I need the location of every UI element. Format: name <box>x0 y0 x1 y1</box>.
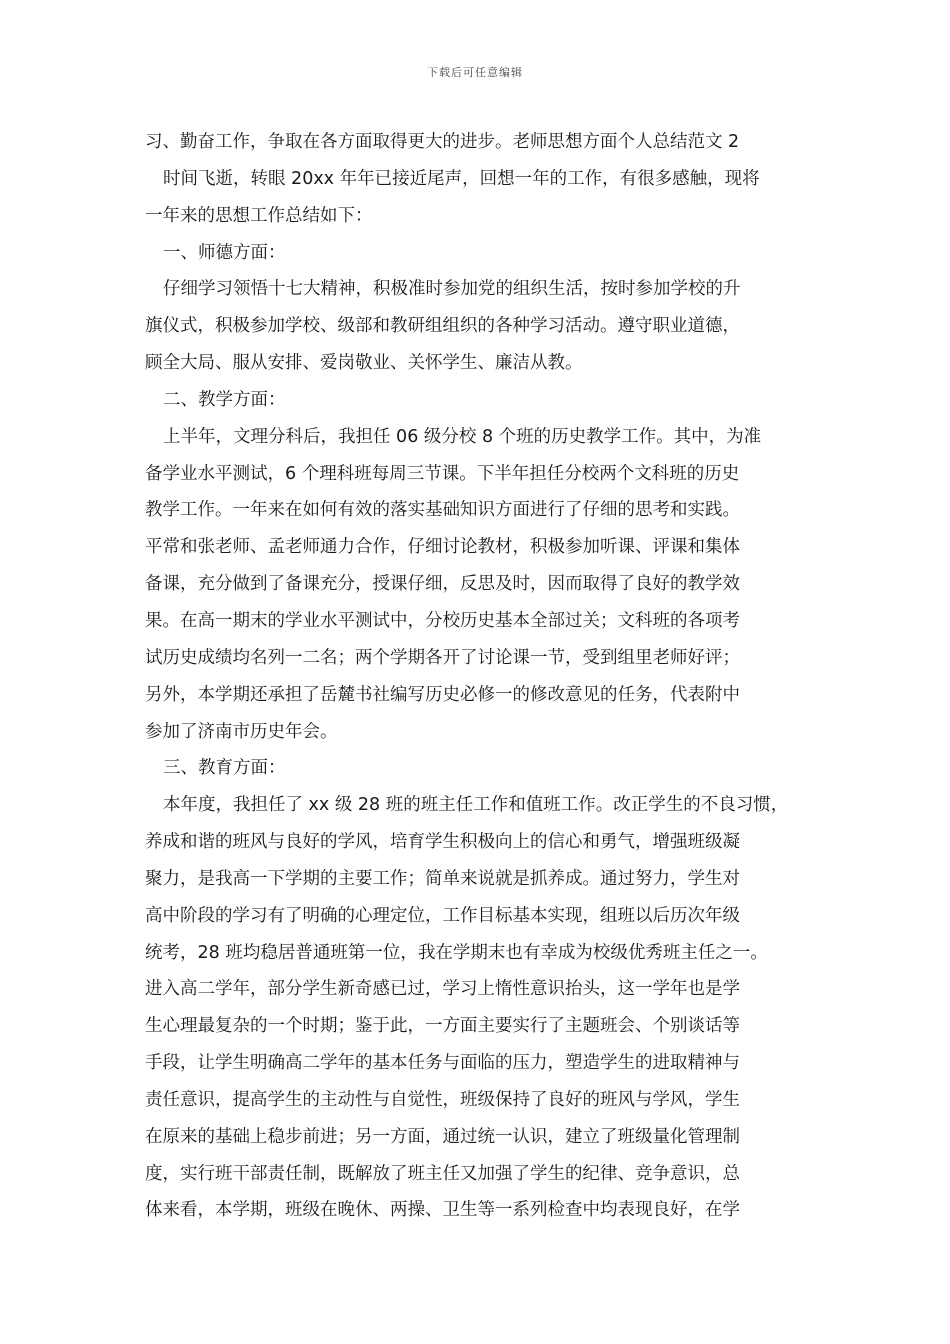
text-line: 备学业水平测试，6 个理科班每周三节课。下半年担任分校两个文科班的历史 <box>145 463 740 484</box>
text-line: 另外，本学期还承担了岳麓书社编写历史必修一的修改意见的任务，代表附中 <box>145 684 740 705</box>
page-header-note: 下载后可任意编辑 <box>427 66 523 79</box>
text-line: 养成和谐的班风与良好的学风，培育学生积极向上的信心和勇气，增强班级凝 <box>145 832 740 853</box>
text-line: 参加了济南市历史年会。 <box>145 721 338 742</box>
text-line: 高中阶段的学习有了明确的心理定位，工作目标基本实现，组班以后历次年级 <box>145 905 740 926</box>
text-line: 一、师德方面： <box>163 242 286 263</box>
text-line: 旗仪式，积极参加学校、级部和教研组组织的各种学习活动。遵守职业道德， <box>145 316 740 337</box>
text-line: 备课，充分做到了备课充分，授课仔细，反思及时，因而取得了良好的教学效 <box>145 574 740 595</box>
text-line: 责任意识，提高学生的主动性与自觉性，班级保持了良好的班风与学风，学生 <box>145 1089 740 1110</box>
text-line: 生心理最复杂的一个时期；鉴于此，一方面主要实行了主题班会、个别谈话等 <box>145 1016 740 1037</box>
text-line: 在原来的基础上稳步前进；另一方面，通过统一认识，建立了班级量化管理制 <box>145 1126 740 1147</box>
text-line: 果。在高一期末的学业水平测试中，分校历史基本全部过关；文科班的各项考 <box>145 610 740 631</box>
text-line: 进入高二学年，部分学生新奇感已过，学习上惰性意识抬头，这一学年也是学 <box>145 979 740 1000</box>
text-line: 平常和张老师、孟老师通力合作，仔细讨论教材，积极参加听课、评课和集体 <box>145 537 740 558</box>
text-line: 时间飞逝，转眼 20xx 年年已接近尾声，回想一年的工作，有很多感触，现将 <box>163 168 760 189</box>
text-line: 体来看，本学期，班级在晚休、两操、卫生等一系列检查中均表现良好，在学 <box>145 1200 740 1221</box>
document-body <box>145 124 825 1229</box>
text-line: 习、勤奋工作，争取在各方面取得更大的进步。老师思想方面个人总结范文 2 <box>145 132 740 152</box>
text-line: 聚力，是我高一下学期的主要工作；简单来说就是抓养成。通过努力，学生对 <box>145 868 740 889</box>
text-line: 二、教学方面： <box>163 389 286 410</box>
text-line: 教学工作。一年来在如何有效的落实基础知识方面进行了仔细的思考和实践。 <box>145 500 740 521</box>
text-line: 统考，28 班均稳居普通班第一位，我在学期末也有幸成为校级优秀班主任之一。 <box>145 942 768 963</box>
text-line: 仔细学习领悟十七大精神，积极准时参加党的组织生活，按时参加学校的升 <box>163 279 741 300</box>
text-line: 上半年，文理分科后，我担任 06 级分校 8 个班的历史教学工作。其中，为准 <box>163 426 762 447</box>
text-line: 三、教育方面： <box>163 758 286 779</box>
text-line: 度，实行班干部责任制，既解放了班主任又加强了学生的纪律、竞争意识，总 <box>145 1163 740 1184</box>
text-line: 试历史成绩均名列一二名；两个学期各开了讨论课一节，受到组里老师好评； <box>145 647 740 668</box>
text-line: 手段，让学生明确高二学年的基本任务与面临的压力，塑造学生的进取精神与 <box>145 1053 740 1074</box>
text-line: 顾全大局、服从安排、爱岗敬业、关怀学生、廉洁从教。 <box>145 353 583 374</box>
text-line: 本年度，我担任了 xx 级 28 班的班主任工作和值班工作。改正学生的不良习惯， <box>163 795 789 816</box>
text-line: 一年来的思想工作总结如下： <box>145 205 373 226</box>
